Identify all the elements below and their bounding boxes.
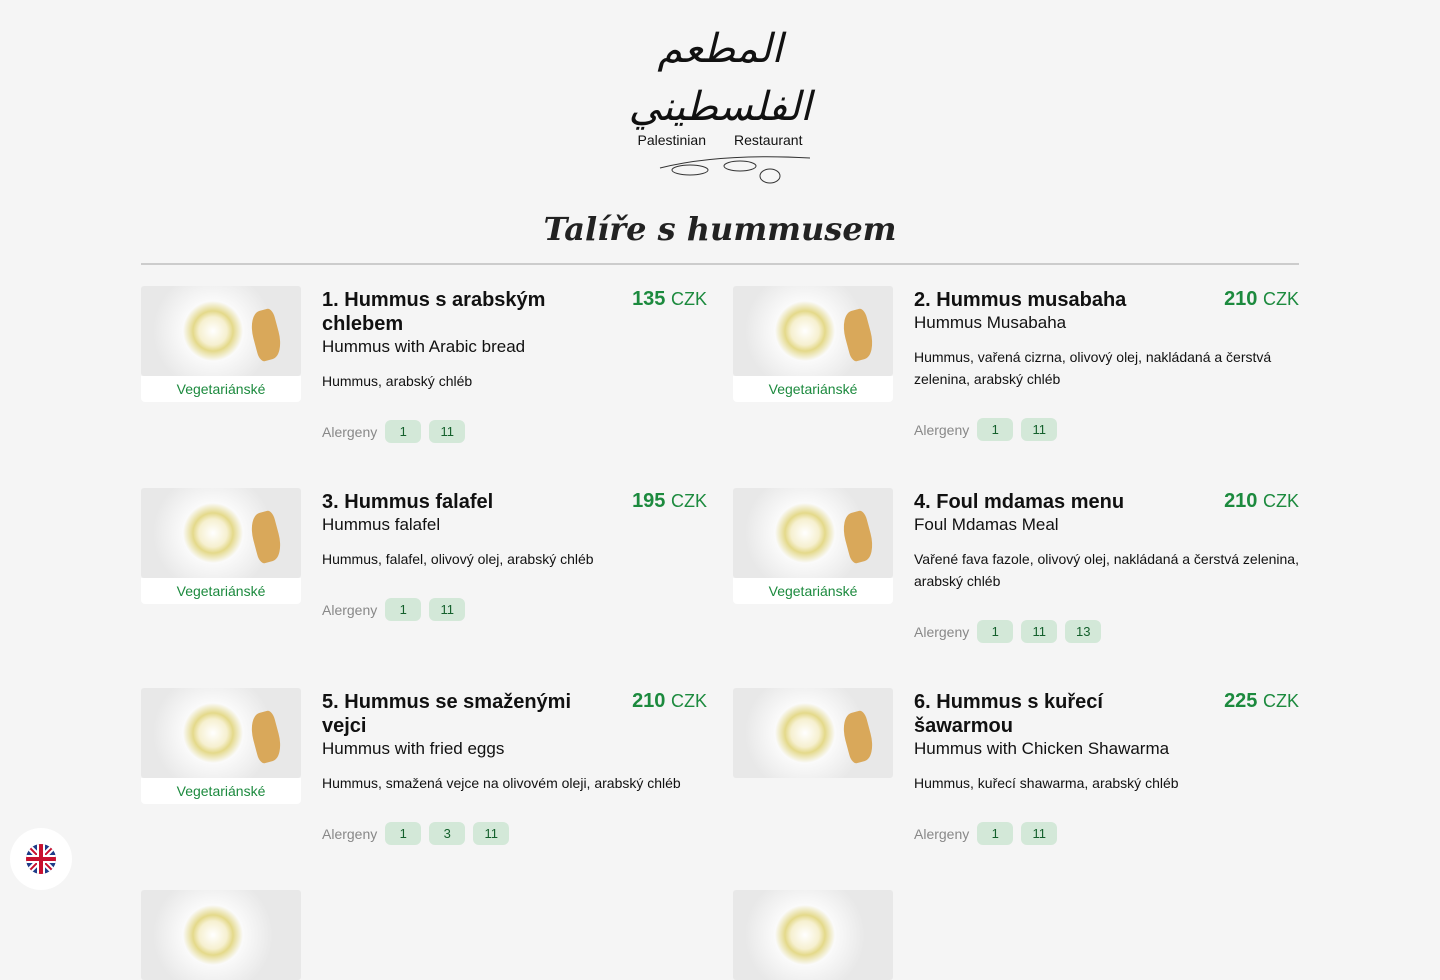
dish-description: Hummus, kuřecí shawarma, arabský chléb	[914, 775, 1179, 791]
allergens	[914, 418, 1299, 441]
allergens	[914, 822, 1299, 845]
divider	[141, 263, 1299, 265]
allergen-chip[interactable]: 1	[977, 418, 1013, 441]
dish-name: 3. Hummus falafel	[322, 491, 494, 513]
logo-arabic: المطعم الفلسطيني	[628, 26, 812, 130]
dish-price: 225 CZK	[1224, 690, 1299, 712]
dish-description: Hummus, arabský chléb	[322, 373, 473, 389]
dish-name: 2. Hummus musabaha	[914, 289, 1127, 311]
allergens	[914, 620, 1299, 643]
dish-english-name: Foul Mdamas Meal	[914, 515, 1059, 534]
dish-image	[141, 286, 301, 376]
allergen-chip[interactable]: 11	[1021, 620, 1057, 643]
dish-name: 1. Hummus s arabským chlebem	[322, 289, 546, 335]
allergens-label: Alergeny	[322, 601, 378, 618]
uk-flag-icon	[25, 843, 57, 875]
language-switch-button[interactable]	[10, 828, 72, 890]
dish-image	[733, 890, 893, 980]
dish-description: Hummus, falafel, olivový olej, arabský chléb	[322, 551, 594, 567]
allergen-chip[interactable]: 11	[429, 420, 465, 443]
allergens-label: Alergeny	[322, 423, 378, 440]
allergens-label: Alergeny	[914, 421, 970, 438]
dish-image	[733, 488, 893, 578]
allergen-chip[interactable]: 1	[385, 420, 421, 443]
dish-image	[733, 688, 893, 778]
allergens-label: Alergeny	[322, 825, 378, 842]
allergen-chip[interactable]: 11	[429, 598, 465, 621]
allergen-chip[interactable]: 1	[977, 620, 1013, 643]
allergens	[322, 420, 707, 443]
vegetarian-badge: Vegetariánské	[141, 778, 301, 804]
allergens	[322, 598, 707, 621]
logo-right: Restaurant	[734, 132, 803, 148]
allergens-label: Alergeny	[914, 623, 970, 640]
dish-price: 210 CZK	[1224, 288, 1299, 310]
vegetarian-badge: Vegetariánské	[141, 376, 301, 402]
allergen-chip[interactable]: 1	[977, 822, 1013, 845]
allergen-chip[interactable]: 11	[1021, 418, 1057, 441]
allergen-chip[interactable]: 11	[473, 822, 509, 845]
allergen-chip[interactable]: 1	[385, 598, 421, 621]
dish-english-name: Hummus falafel	[322, 515, 441, 534]
dish-image	[141, 890, 301, 980]
dish-name: 6. Hummus s kuřecí šawarmou	[914, 691, 1103, 737]
dish-description: Hummus, vařená cizrna, olivový olej, nakládaná a čerstvá zelenina, arabský chléb	[914, 349, 1272, 387]
dish-image	[141, 488, 301, 578]
dish-english-name: Hummus Musabaha	[914, 313, 1067, 332]
vegetarian-badge: Vegetariánské	[141, 578, 301, 604]
vegetarian-badge: Vegetariánské	[733, 376, 893, 402]
vegetarian-badge: Vegetariánské	[733, 578, 893, 604]
logo-left: Palestinian	[637, 132, 706, 148]
dish-description: Vařené fava fazole, olivový olej, nakládaná a čerstvá zelenina, arabský chléb	[914, 551, 1299, 589]
allergens-label: Alergeny	[914, 825, 970, 842]
dish-price: 210 CZK	[632, 690, 707, 712]
dish-english-name: Hummus with Chicken Shawarma	[914, 739, 1170, 758]
allergen-chip[interactable]: 11	[1021, 822, 1057, 845]
allergen-chip[interactable]: 1	[385, 822, 421, 845]
dish-price: 195 CZK	[632, 490, 707, 512]
dish-price: 210 CZK	[1224, 490, 1299, 512]
dish-image	[733, 286, 893, 376]
allergen-chip[interactable]: 3	[429, 822, 465, 845]
dish-english-name: Hummus with Arabic bread	[322, 337, 526, 356]
allergen-chip[interactable]: 13	[1065, 620, 1101, 643]
dish-description: Hummus, smažená vejce na olivovém oleji, arabský chléb	[322, 775, 681, 791]
section-title: Talíře s hummusem	[543, 210, 897, 248]
dish-name: 4. Foul mdamas menu	[914, 491, 1125, 513]
dish-name: 5. Hummus se smaženými vejci	[322, 691, 572, 737]
dish-image	[141, 688, 301, 778]
dish-english-name: Hummus with fried eggs	[322, 739, 505, 758]
olive-branch-icon	[630, 148, 810, 188]
allergens	[322, 822, 707, 845]
restaurant-logo[interactable]	[600, 20, 840, 160]
dish-price: 135 CZK	[632, 288, 707, 310]
